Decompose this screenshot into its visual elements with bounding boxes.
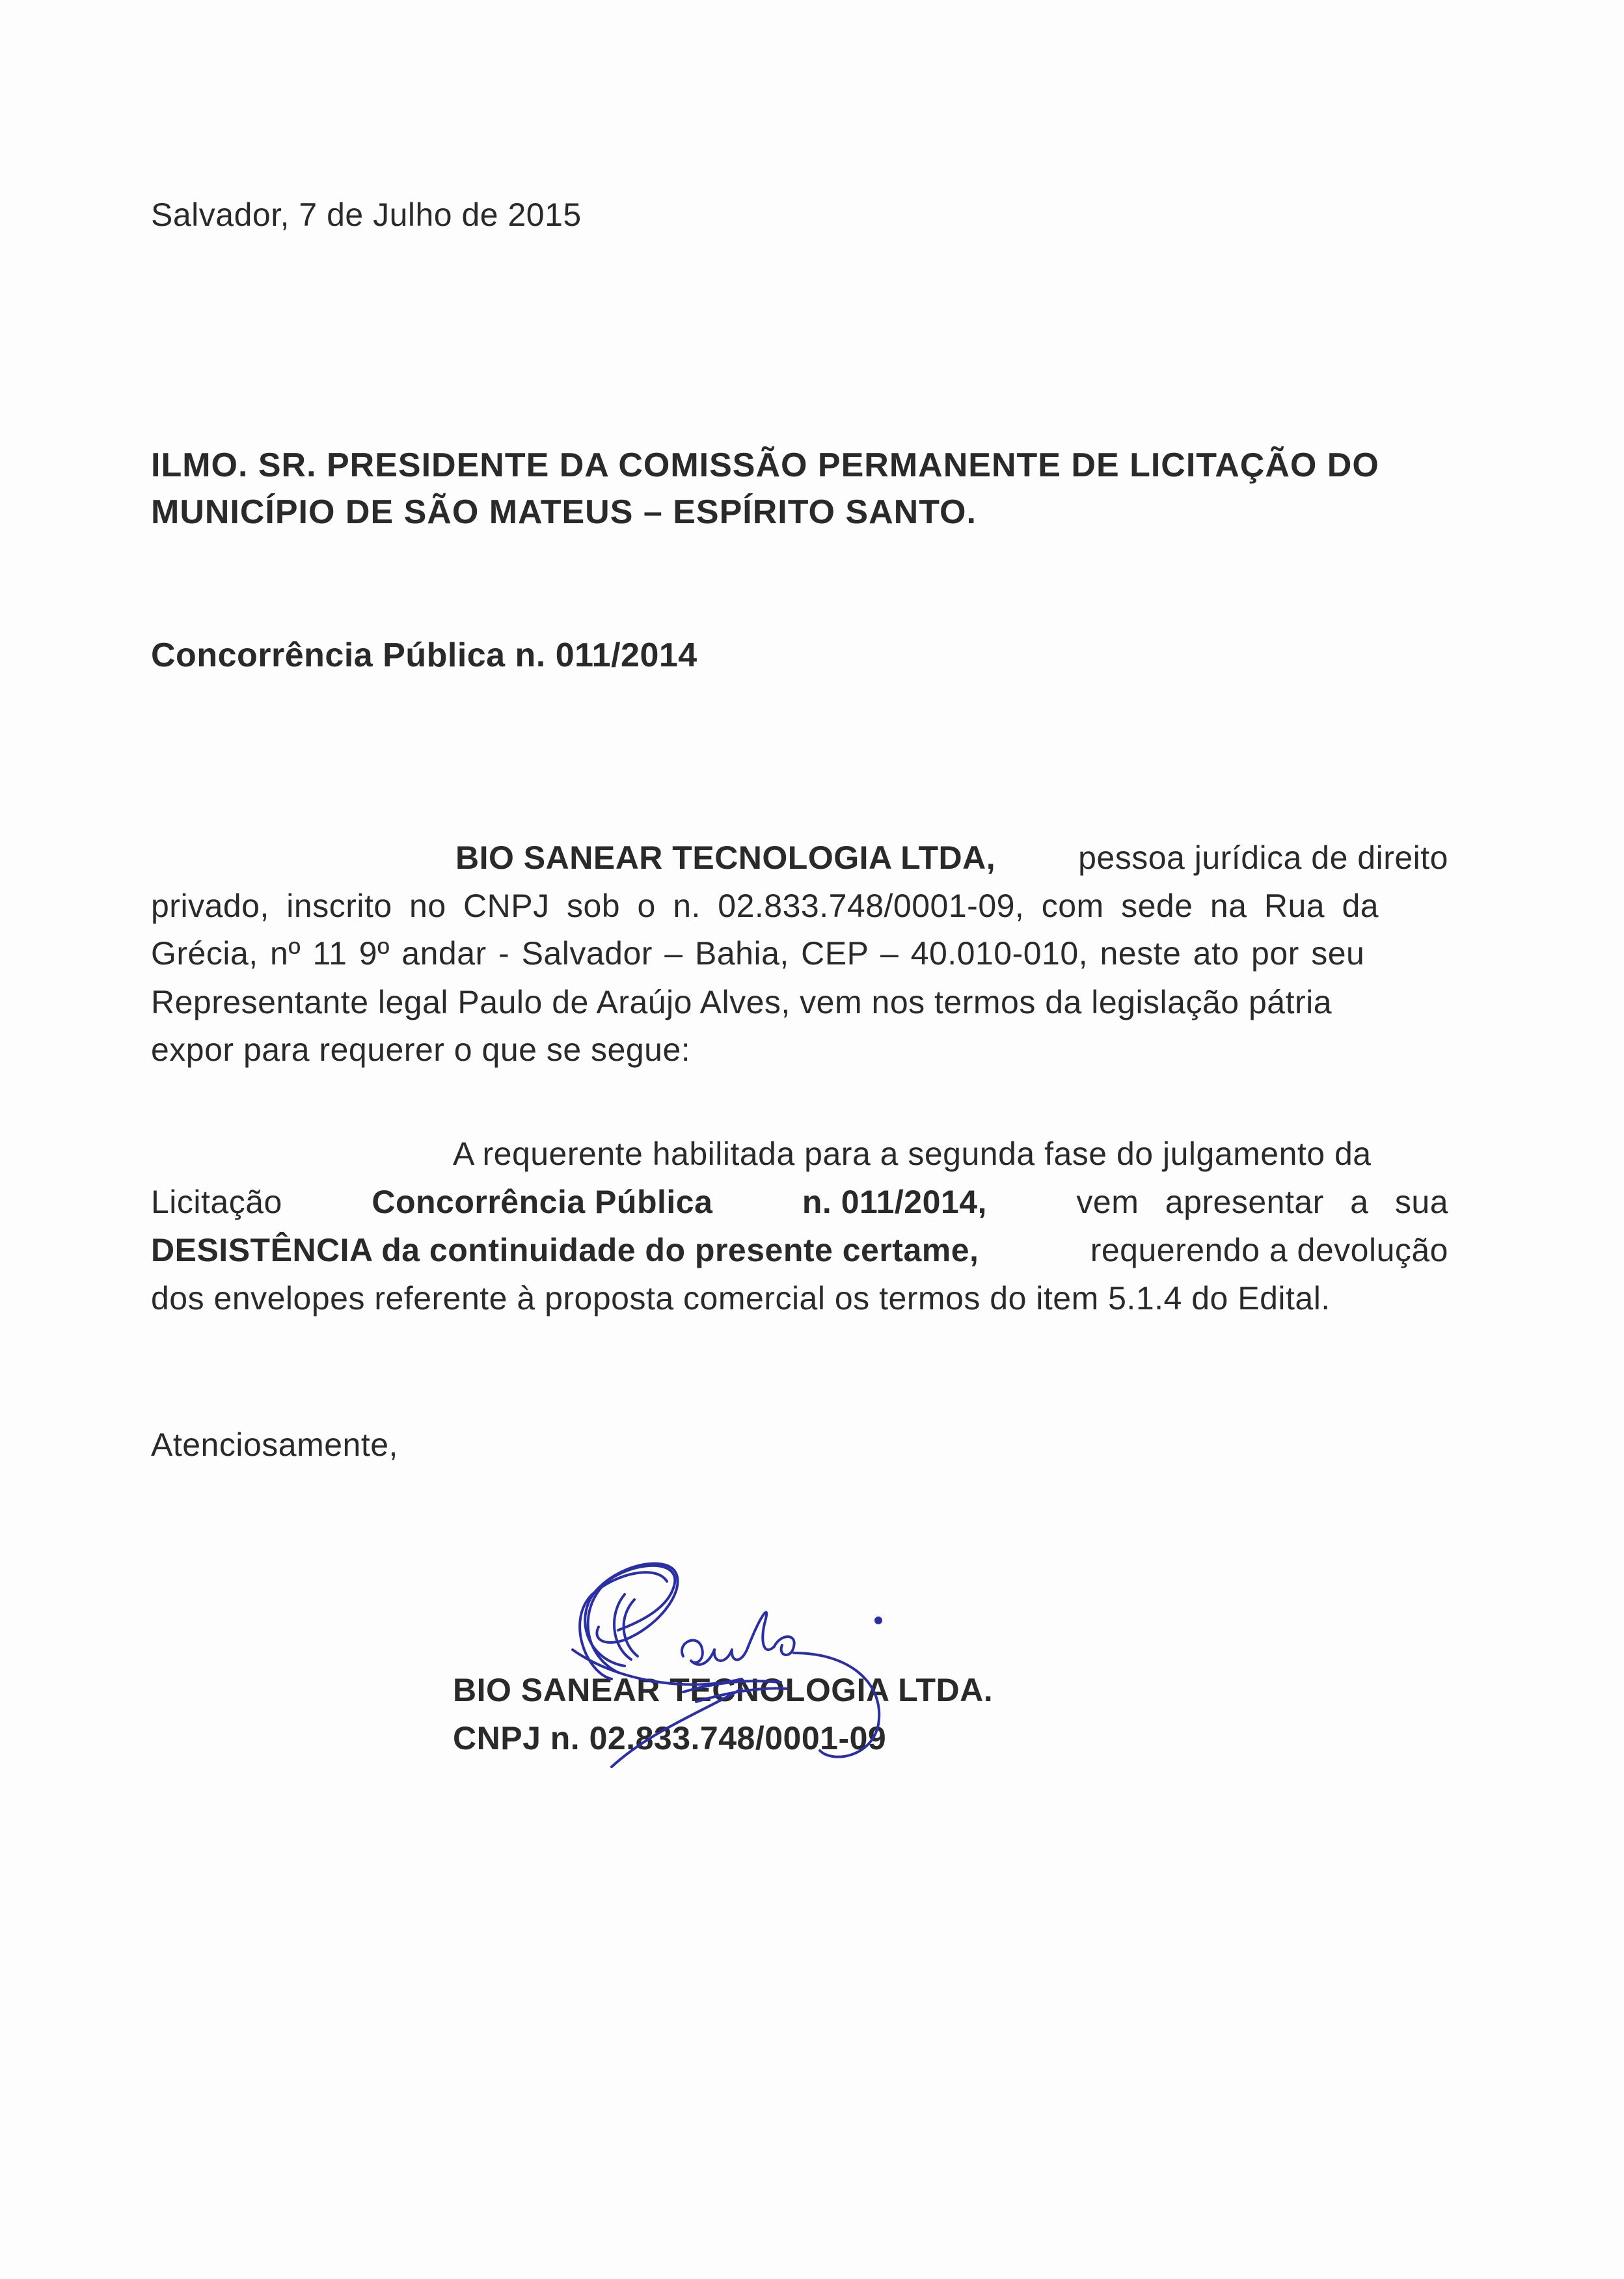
paragraph-2-line-2-rest: vem apresentar a sua (1076, 1184, 1448, 1220)
addressee-line-1: ILMO. SR. PRESIDENTE DA COMISSÃO PERMANENTE DE LICITAÇÃO DO (151, 446, 1379, 484)
paragraph-1-line-2: privado, inscrito no CNPJ sob o n. 02.833.748/0001-09, com sede na Rua da (151, 888, 1379, 924)
company-name: BIO SANEAR TECNOLOGIA LTDA, (455, 839, 996, 876)
signatory-cnpj: CNPJ n. 02.833.748/0001-09 (453, 1720, 887, 1756)
licitacao-word: Licitação (151, 1184, 282, 1220)
addressee-line-2: MUNICÍPIO DE SÃO MATEUS – ESPÍRITO SANTO. (151, 493, 977, 531)
paragraph-1-line-3: Grécia, nº 11 9º andar - Salvador – Bahia, CEP – 40.010-010, neste ato por seu (151, 935, 1365, 972)
desistencia-statement: DESISTÊNCIA da continuidade do presente certame, (151, 1232, 979, 1268)
paragraph-1-line-5: expor para requerer o que se segue: (151, 1031, 691, 1068)
date-line: Salvador, 7 de Julho de 2015 (151, 197, 582, 233)
paragraph-1-line-1-rest: pessoa jurídica de direito (1078, 839, 1448, 876)
process-number: n. 011/2014, (802, 1184, 987, 1220)
handwritten-signature (547, 1516, 969, 1777)
paragraph-2-line-1: A requerente habilitada para a segunda fase do julgamento da (453, 1136, 1372, 1172)
paragraph-1-line-1 (455, 835, 1448, 880)
paragraph-2-line-4: dos envelopes referente à proposta comercial os termos do item 5.1.4 do Edital. (151, 1280, 1331, 1317)
signatory-company: BIO SANEAR TECNOLOGIA LTDA. (453, 1672, 994, 1708)
paragraph-2-line-2 (151, 1179, 1452, 1225)
concorrencia-publica: Concorrência Pública (372, 1184, 713, 1220)
reference-line: Concorrência Pública n. 011/2014 (151, 636, 697, 674)
paragraph-1-line-4: Representante legal Paulo de Araújo Alves, vem nos termos da legislação pátria (151, 984, 1333, 1020)
paragraph-2-line-3 (151, 1227, 1452, 1273)
paragraph-2-line-3-rest: requerendo a devolução (1090, 1232, 1448, 1268)
closing-line: Atenciosamente, (151, 1426, 398, 1463)
